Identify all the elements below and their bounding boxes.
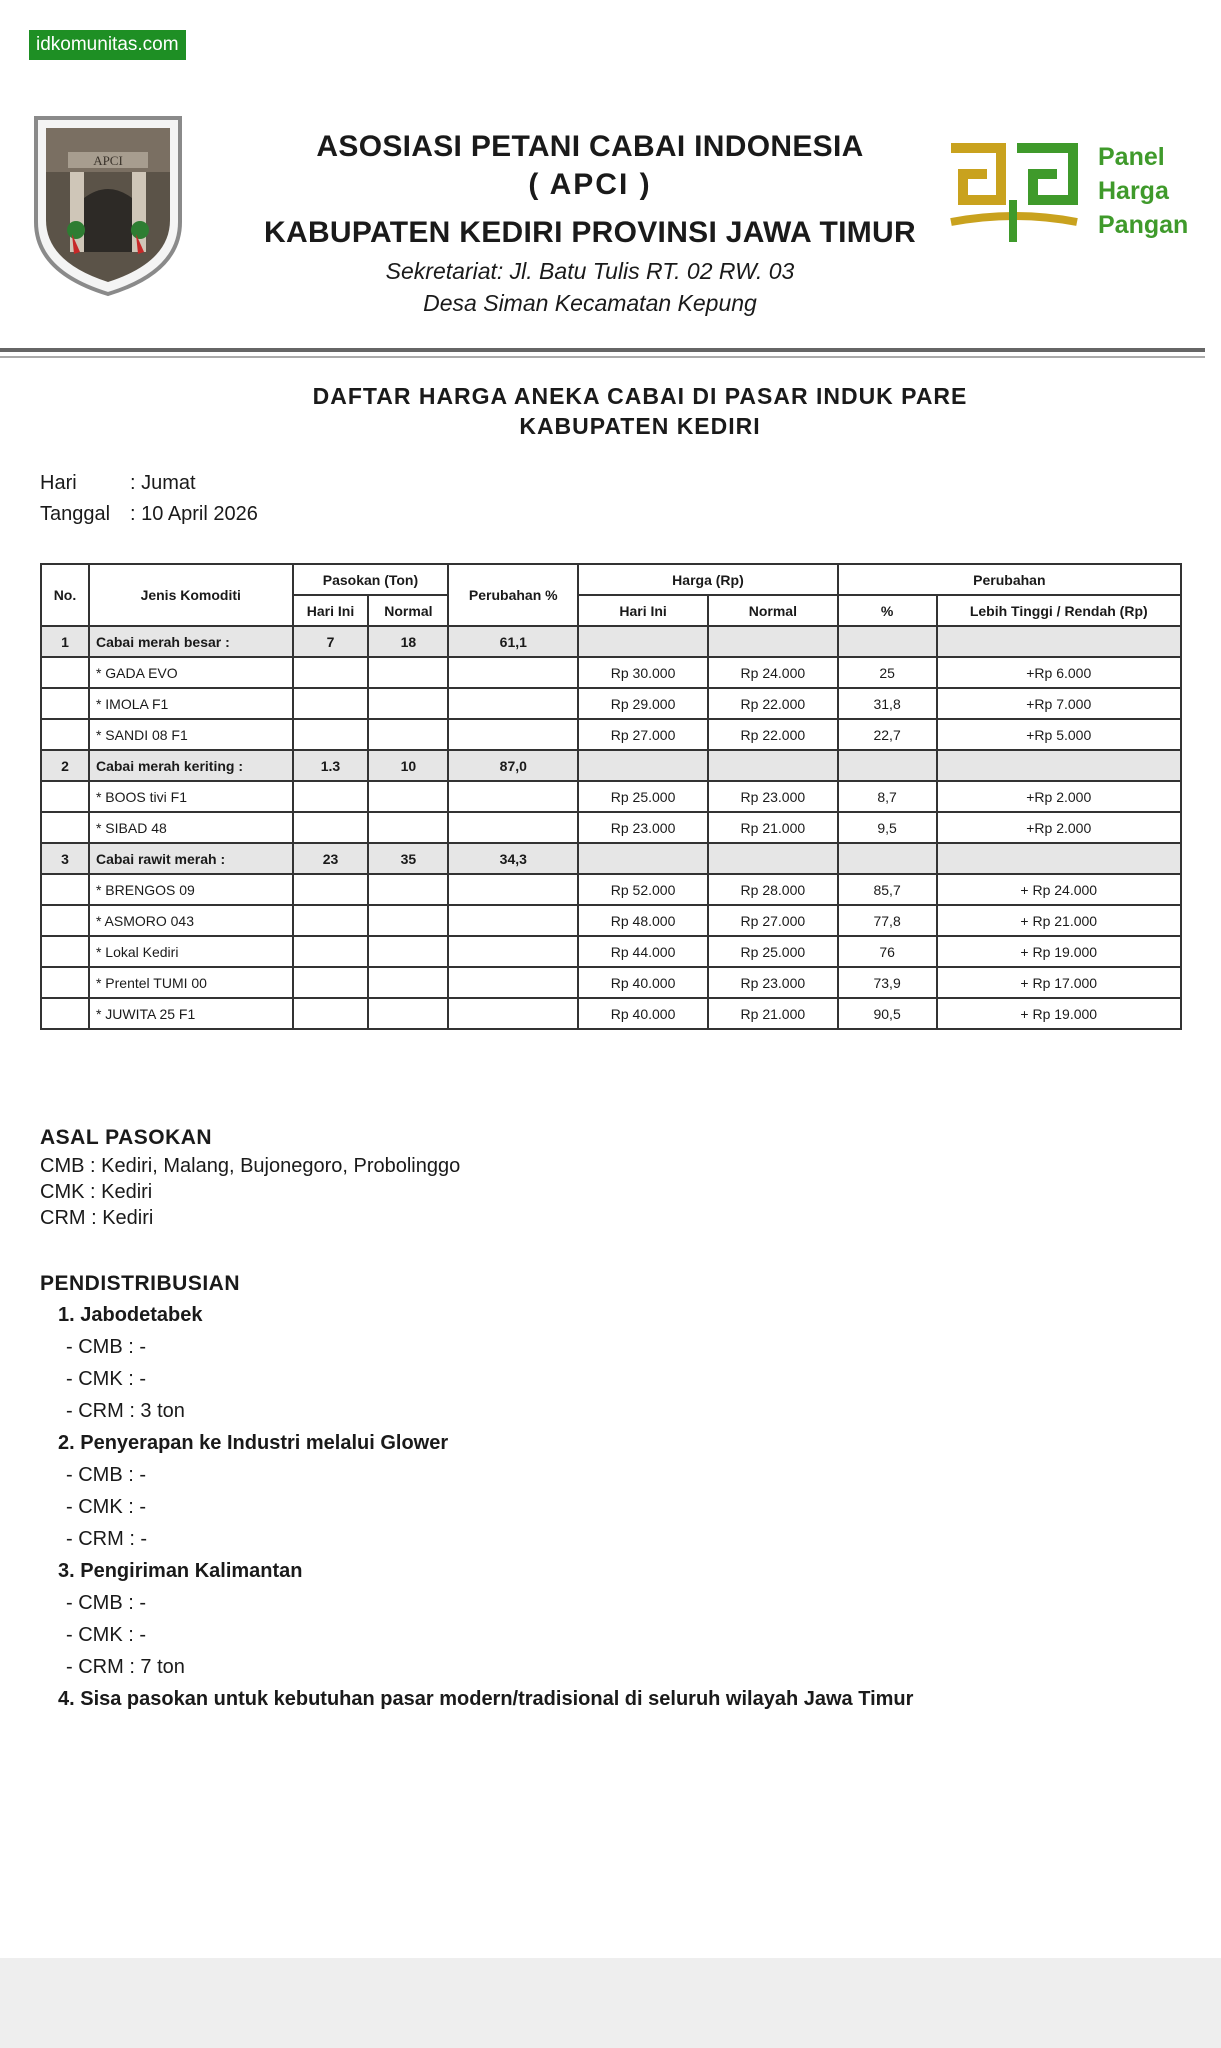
cell-perubahan-persen xyxy=(448,998,578,1029)
cell-selisih: +Rp 6.000 xyxy=(937,657,1181,688)
cell-harga-hari-ini xyxy=(578,750,708,781)
cell-no: 2 xyxy=(41,750,89,781)
cell-selisih: +Rp 2.000 xyxy=(937,812,1181,843)
cell-pasokan-hari-ini xyxy=(293,812,369,843)
distribusi-item: - CRM : 3 ton xyxy=(66,1400,185,1422)
cell-persen: 22,7 xyxy=(838,719,937,750)
asal-line: CRM : Kediri xyxy=(40,1207,154,1229)
header-harga: Harga (Rp) xyxy=(578,564,838,595)
cell-pasokan-normal xyxy=(368,688,448,719)
cell-pasokan-hari-ini xyxy=(293,874,369,905)
cell-persen: 76 xyxy=(838,936,937,967)
table-row xyxy=(41,781,1181,812)
cell-komoditi: * Prentel TUMI 00 xyxy=(89,967,293,998)
asal-pasokan-title: ASAL PASOKAN xyxy=(40,1126,213,1149)
cell-perubahan-persen xyxy=(448,812,578,843)
distribusi-item: - CRM : - xyxy=(66,1528,148,1550)
cell-pasokan-hari-ini xyxy=(293,905,369,936)
cell-harga-normal: Rp 22.000 xyxy=(708,719,838,750)
cell-pasokan-normal xyxy=(368,905,448,936)
cell-perubahan-persen xyxy=(448,688,578,719)
footer-band xyxy=(0,1958,1221,2048)
cell-harga-normal: Rp 27.000 xyxy=(708,905,838,936)
cell-harga-normal: Rp 24.000 xyxy=(708,657,838,688)
cell-perubahan-persen xyxy=(448,936,578,967)
cell-harga-normal xyxy=(708,843,838,874)
tanggal-value: : 10 April 2026 xyxy=(130,503,258,525)
pendistribusian-title: PENDISTRIBUSIAN xyxy=(40,1272,241,1295)
cell-perubahan-persen xyxy=(448,874,578,905)
distribusi-item: - CMB : - xyxy=(66,1464,146,1486)
info-tanggal xyxy=(40,503,258,526)
cell-persen: 73,9 xyxy=(838,967,937,998)
header-no: No. xyxy=(41,564,89,626)
apci-logo-text: APCI xyxy=(93,153,123,168)
cell-harga-hari-ini: Rp 27.000 xyxy=(578,719,708,750)
cell-pasokan-normal xyxy=(368,967,448,998)
hari-value: : Jumat xyxy=(130,472,196,494)
cell-selisih xyxy=(937,750,1181,781)
panel-logo-word: Harga xyxy=(1098,177,1169,205)
header-jenis-komoditi: Jenis Komoditi xyxy=(89,564,293,626)
cell-pasokan-normal xyxy=(368,998,448,1029)
cell-pasokan-normal: 18 xyxy=(368,626,448,657)
cell-harga-normal xyxy=(708,750,838,781)
price-table-body xyxy=(41,626,1181,1029)
distribusi-item: - CMB : - xyxy=(66,1336,146,1358)
distribusi-heading: 1. Jabodetabek xyxy=(58,1304,203,1326)
cell-harga-hari-ini xyxy=(578,626,708,657)
header-harga-hari-ini: Hari Ini xyxy=(578,595,708,626)
cell-pasokan-normal: 35 xyxy=(368,843,448,874)
cell-pasokan-hari-ini xyxy=(293,781,369,812)
table-row xyxy=(41,874,1181,905)
cell-no xyxy=(41,905,89,936)
cell-perubahan-persen: 34,3 xyxy=(448,843,578,874)
header-divider-thin xyxy=(0,356,1205,358)
cell-no xyxy=(41,874,89,905)
cell-no xyxy=(41,998,89,1029)
cell-harga-normal: Rp 25.000 xyxy=(708,936,838,967)
table-row xyxy=(41,998,1181,1029)
cell-perubahan-persen xyxy=(448,967,578,998)
cell-selisih: +Rp 2.000 xyxy=(937,781,1181,812)
cell-harga-normal: Rp 23.000 xyxy=(708,781,838,812)
cell-perubahan-persen xyxy=(448,657,578,688)
cell-perubahan-persen: 61,1 xyxy=(448,626,578,657)
cell-selisih xyxy=(937,626,1181,657)
cell-perubahan-persen: 87,0 xyxy=(448,750,578,781)
cell-persen: 90,5 xyxy=(838,998,937,1029)
cell-no xyxy=(41,812,89,843)
cell-harga-hari-ini: Rp 48.000 xyxy=(578,905,708,936)
cell-no xyxy=(41,688,89,719)
document-subtitle: KABUPATEN KEDIRI xyxy=(519,413,761,439)
cell-no xyxy=(41,781,89,812)
distribusi-item: - CMK : - xyxy=(66,1624,146,1646)
cell-komoditi: * SIBAD 48 xyxy=(89,812,293,843)
distribusi-item: - CRM : 7 ton xyxy=(66,1656,185,1678)
cell-pasokan-hari-ini: 7 xyxy=(293,626,369,657)
cell-pasokan-hari-ini xyxy=(293,657,369,688)
panel-harga-pangan-icon xyxy=(945,140,1085,246)
cell-komoditi: Cabai merah keriting : xyxy=(89,750,293,781)
cell-komoditi: * IMOLA F1 xyxy=(89,688,293,719)
cell-komoditi: Cabai merah besar : xyxy=(89,626,293,657)
cell-harga-normal: Rp 23.000 xyxy=(708,967,838,998)
cell-harga-normal: Rp 21.000 xyxy=(708,812,838,843)
cell-pasokan-normal xyxy=(368,936,448,967)
cell-komoditi: * SANDI 08 F1 xyxy=(89,719,293,750)
table-row xyxy=(41,657,1181,688)
cell-selisih: + Rp 21.000 xyxy=(937,905,1181,936)
org-region: KABUPATEN KEDIRI PROVINSI JAWA TIMUR xyxy=(264,216,916,249)
cell-harga-hari-ini: Rp 29.000 xyxy=(578,688,708,719)
cell-no: 1 xyxy=(41,626,89,657)
cell-harga-normal: Rp 22.000 xyxy=(708,688,838,719)
org-address-line1: Sekretariat: Jl. Batu Tulis RT. 02 RW. 03 xyxy=(385,258,795,284)
cell-pasokan-normal xyxy=(368,812,448,843)
cell-pasokan-hari-ini: 1.3 xyxy=(293,750,369,781)
table-row xyxy=(41,688,1181,719)
cell-pasokan-normal xyxy=(368,719,448,750)
distribusi-item: - CMK : - xyxy=(66,1368,146,1390)
cell-persen: 85,7 xyxy=(838,874,937,905)
panel-logo-word: Pangan xyxy=(1098,211,1189,239)
cell-persen: 25 xyxy=(838,657,937,688)
cell-no xyxy=(41,719,89,750)
panel-logo-word: Panel xyxy=(1098,143,1165,171)
table-group-row xyxy=(41,750,1181,781)
cell-persen: 8,7 xyxy=(838,781,937,812)
cell-no xyxy=(41,967,89,998)
cell-komoditi: * BRENGOS 09 xyxy=(89,874,293,905)
cell-harga-hari-ini: Rp 44.000 xyxy=(578,936,708,967)
cell-selisih: + Rp 24.000 xyxy=(937,874,1181,905)
cell-harga-hari-ini: Rp 40.000 xyxy=(578,998,708,1029)
cell-persen: 9,5 xyxy=(838,812,937,843)
table-group-row xyxy=(41,626,1181,657)
cell-harga-hari-ini: Rp 30.000 xyxy=(578,657,708,688)
distribusi-heading: 4. Sisa pasokan untuk kebutuhan pasar modern/tradisional di seluruh wilayah Jawa Timur xyxy=(58,1688,914,1710)
price-table xyxy=(40,563,1182,1030)
cell-perubahan-persen xyxy=(448,781,578,812)
watermark-label: idkomunitas.com xyxy=(29,30,186,60)
header-lebih-tinggi-rendah: Lebih Tinggi / Rendah (Rp) xyxy=(937,595,1181,626)
cell-persen xyxy=(838,843,937,874)
cell-pasokan-hari-ini xyxy=(293,688,369,719)
asal-line: CMK : Kediri xyxy=(40,1181,153,1203)
header-perubahan: Perubahan xyxy=(838,564,1181,595)
tanggal-label: Tanggal xyxy=(40,503,111,525)
cell-pasokan-hari-ini xyxy=(293,967,369,998)
cell-selisih: +Rp 7.000 xyxy=(937,688,1181,719)
table-row xyxy=(41,905,1181,936)
cell-no: 3 xyxy=(41,843,89,874)
cell-pasokan-normal xyxy=(368,874,448,905)
cell-komoditi: * GADA EVO xyxy=(89,657,293,688)
org-address-line2: Desa Siman Kecamatan Kepung xyxy=(423,290,757,316)
cell-harga-hari-ini: Rp 25.000 xyxy=(578,781,708,812)
header-pasokan-hari-ini: Hari Ini xyxy=(293,595,369,626)
info-hari xyxy=(40,472,196,495)
header-pasokan-normal: Normal xyxy=(368,595,448,626)
header-harga-normal: Normal xyxy=(708,595,838,626)
org-abbreviation: ( APCI ) xyxy=(528,168,652,201)
cell-pasokan-hari-ini xyxy=(293,719,369,750)
table-group-row xyxy=(41,843,1181,874)
header-pasokan: Pasokan (Ton) xyxy=(293,564,449,595)
table-row xyxy=(41,812,1181,843)
cell-harga-normal: Rp 21.000 xyxy=(708,998,838,1029)
cell-persen xyxy=(838,626,937,657)
cell-selisih: +Rp 5.000 xyxy=(937,719,1181,750)
cell-komoditi: * ASMORO 043 xyxy=(89,905,293,936)
cell-komoditi: * Lokal Kediri xyxy=(89,936,293,967)
cell-komoditi: * JUWITA 25 F1 xyxy=(89,998,293,1029)
cell-pasokan-hari-ini: 23 xyxy=(293,843,369,874)
cell-komoditi: * BOOS tivi F1 xyxy=(89,781,293,812)
cell-komoditi: Cabai rawit merah : xyxy=(89,843,293,874)
distribusi-item: - CMB : - xyxy=(66,1592,146,1614)
cell-persen xyxy=(838,750,937,781)
distribusi-heading: 3. Pengiriman Kalimantan xyxy=(58,1560,303,1582)
document-title: DAFTAR HARGA ANEKA CABAI DI PASAR INDUK PARE xyxy=(312,383,968,409)
cell-pasokan-normal xyxy=(368,781,448,812)
cell-pasokan-normal: 10 xyxy=(368,750,448,781)
cell-harga-normal xyxy=(708,626,838,657)
cell-selisih xyxy=(937,843,1181,874)
header-divider xyxy=(0,348,1205,352)
hari-label: Hari xyxy=(40,472,77,494)
cell-harga-hari-ini xyxy=(578,843,708,874)
cell-harga-hari-ini: Rp 52.000 xyxy=(578,874,708,905)
cell-pasokan-hari-ini xyxy=(293,936,369,967)
table-row xyxy=(41,719,1181,750)
org-name: ASOSIASI PETANI CABAI INDONESIA xyxy=(316,130,864,163)
cell-perubahan-persen xyxy=(448,905,578,936)
distribusi-item: - CMK : - xyxy=(66,1496,146,1518)
cell-perubahan-persen xyxy=(448,719,578,750)
distribusi-heading: 2. Penyerapan ke Industri melalui Glower xyxy=(58,1432,449,1454)
asal-line: CMB : Kediri, Malang, Bujonegoro, Probolinggo xyxy=(40,1155,461,1177)
header-persen: % xyxy=(838,595,937,626)
cell-pasokan-normal xyxy=(368,657,448,688)
table-row xyxy=(41,967,1181,998)
cell-selisih: + Rp 19.000 xyxy=(937,998,1181,1029)
cell-harga-hari-ini: Rp 40.000 xyxy=(578,967,708,998)
cell-persen: 77,8 xyxy=(838,905,937,936)
cell-harga-hari-ini: Rp 23.000 xyxy=(578,812,708,843)
cell-selisih: + Rp 19.000 xyxy=(937,936,1181,967)
panel-harga-pangan-logo xyxy=(1098,140,1188,242)
cell-no xyxy=(41,936,89,967)
cell-persen: 31,8 xyxy=(838,688,937,719)
header-perubahan-persen: Perubahan % xyxy=(448,564,578,626)
cell-selisih: + Rp 17.000 xyxy=(937,967,1181,998)
cell-pasokan-hari-ini xyxy=(293,998,369,1029)
cell-no xyxy=(41,657,89,688)
table-row xyxy=(41,936,1181,967)
cell-harga-normal: Rp 28.000 xyxy=(708,874,838,905)
